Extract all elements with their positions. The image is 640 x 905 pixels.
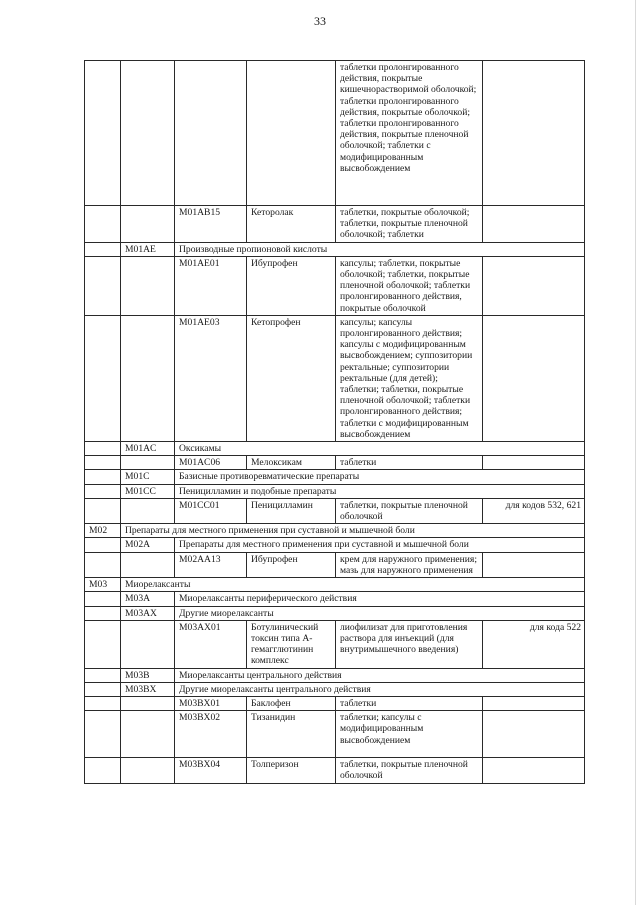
level2-code-cell	[121, 456, 175, 470]
dosage-form-cell: капсулы; таблетки, покрытые оболочкой; таблетки, покрытые пленочной оболочкой; таблетки пролонгированного действия, покрытые оболочкой	[336, 256, 483, 315]
level1-code-cell	[85, 256, 121, 315]
table-row	[85, 620, 585, 668]
dosage-form-cell: таблетки, покрытые пленочной оболочкой	[336, 758, 483, 783]
dosage-form-cell: таблетки; капсулы с модифицированным высвобождением	[336, 711, 483, 758]
level2-code-cell	[121, 315, 175, 441]
table-row	[85, 470, 585, 484]
table-row	[85, 696, 585, 710]
note-cell	[483, 552, 585, 577]
section-name-cell: Миорелаксанты	[121, 578, 585, 592]
drug-name-cell: Кеторолак	[247, 206, 336, 243]
level2-code-cell	[121, 711, 175, 758]
scan-edge-line	[635, 0, 636, 905]
note-cell	[483, 758, 585, 783]
group-name-cell: Базисные противоревматические препараты	[175, 470, 585, 484]
level2-code-cell	[121, 620, 175, 668]
group-name-cell: Пеницилламин и подобные препараты	[175, 484, 585, 498]
dosage-form-cell: крем для наружного применения; мазь для наружного применения	[336, 552, 483, 577]
table-row	[85, 606, 585, 620]
level1-code-cell	[85, 206, 121, 243]
level1-code-cell	[85, 442, 121, 456]
table-row	[85, 538, 585, 552]
drug-name-cell: Тизанидин	[247, 711, 336, 758]
note-cell	[483, 256, 585, 315]
section-name-cell: Препараты для местного применения при суставной и мышечной боли	[121, 524, 585, 538]
group-code-cell: M01AE	[121, 242, 175, 256]
drug-name-cell: Пеницилламин	[247, 498, 336, 523]
table-row	[85, 498, 585, 523]
group-code-cell: M01C	[121, 470, 175, 484]
note-cell: для кода 522	[483, 620, 585, 668]
table-row	[85, 758, 585, 783]
level1-code-cell	[85, 668, 121, 682]
table-row	[85, 524, 585, 538]
table-row	[85, 668, 585, 682]
table-row	[85, 578, 585, 592]
note-cell	[483, 61, 585, 206]
level1-code-cell	[85, 498, 121, 523]
group-code-cell: M03BX	[121, 682, 175, 696]
note-cell: для кодов 532, 621	[483, 498, 585, 523]
drug-table	[84, 60, 585, 784]
table-row	[85, 711, 585, 758]
group-name-cell: Миорелаксанты центрального действия	[175, 668, 585, 682]
level2-code-cell	[121, 61, 175, 206]
level1-code-cell	[85, 315, 121, 441]
level1-code-cell	[85, 552, 121, 577]
level1-code-cell	[85, 682, 121, 696]
dosage-form-cell: таблетки	[336, 696, 483, 710]
group-name-cell: Оксикамы	[175, 442, 585, 456]
group-name-cell: Препараты для местного применения при суставной и мышечной боли	[175, 538, 585, 552]
note-cell	[483, 315, 585, 441]
table-row	[85, 315, 585, 441]
group-code-cell: M01AC	[121, 442, 175, 456]
level2-code-cell	[121, 552, 175, 577]
level1-code-cell	[85, 696, 121, 710]
atc-code-cell: M01AC06	[175, 456, 247, 470]
level1-code-cell	[85, 61, 121, 206]
level1-code-cell	[85, 592, 121, 606]
group-code-cell: M02A	[121, 538, 175, 552]
table-row	[85, 242, 585, 256]
level1-code-cell	[85, 758, 121, 783]
level1-code-cell	[85, 484, 121, 498]
table-row	[85, 552, 585, 577]
drug-name-cell: Ибупрофен	[247, 552, 336, 577]
atc-code-cell: M03BX04	[175, 758, 247, 783]
drug-name-cell: Кетопрофен	[247, 315, 336, 441]
level2-code-cell	[121, 206, 175, 243]
group-name-cell: Миорелаксанты периферического действия	[175, 592, 585, 606]
level1-code-cell	[85, 606, 121, 620]
group-name-cell: Другие миорелаксанты	[175, 606, 585, 620]
drug-name-cell: Баклофен	[247, 696, 336, 710]
atc-code-cell: M02AA13	[175, 552, 247, 577]
dosage-form-cell: таблетки пролонгированного действия, покрытые кишечнорастворимой оболочкой; таблетки пролонгированного действия, покрытые оболочкой; таблетки пролонгированного действия, покрытые пленочной оболочкой; таблетки с модифицированным высвобождением	[336, 61, 483, 206]
level1-code-cell	[85, 470, 121, 484]
level2-code-cell	[121, 498, 175, 523]
group-code-cell: M03B	[121, 668, 175, 682]
atc-code-cell: M01CC01	[175, 498, 247, 523]
section-code-cell: M02	[85, 524, 121, 538]
table-row	[85, 206, 585, 243]
dosage-form-cell: таблетки, покрытые оболочкой; таблетки, покрытые пленочной оболочкой; таблетки	[336, 206, 483, 243]
atc-code-cell: M01AB15	[175, 206, 247, 243]
atc-code-cell	[175, 61, 247, 206]
table-row	[85, 456, 585, 470]
drug-name-cell: Ибупрофен	[247, 256, 336, 315]
group-code-cell: M01CC	[121, 484, 175, 498]
level1-code-cell	[85, 538, 121, 552]
atc-code-cell: M01AE01	[175, 256, 247, 315]
atc-code-cell: M03BX02	[175, 711, 247, 758]
group-code-cell: M03A	[121, 592, 175, 606]
table-row	[85, 442, 585, 456]
dosage-form-cell: таблетки	[336, 456, 483, 470]
level2-code-cell	[121, 696, 175, 710]
note-cell	[483, 711, 585, 758]
table-row	[85, 256, 585, 315]
level1-code-cell	[85, 711, 121, 758]
table-row	[85, 682, 585, 696]
group-name-cell: Производные пропионовой кислоты	[175, 242, 585, 256]
group-code-cell: M03AX	[121, 606, 175, 620]
atc-code-cell: M01AE03	[175, 315, 247, 441]
dosage-form-cell: капсулы; капсулы пролонгированного действия; капсулы с модифицированным высвобождением; суппозитории ректальные; суппозитории ректальные (для детей); таблетки; таблетки, покрытые пленочной оболочкой; таблетки пролонгированного действия; таблетки с модифицированным высвобождением	[336, 315, 483, 441]
level1-code-cell	[85, 620, 121, 668]
dosage-form-cell: лиофилизат для приготовления раствора для инъекций (для внутримышечного введения)	[336, 620, 483, 668]
drug-name-cell: Толперизон	[247, 758, 336, 783]
note-cell	[483, 696, 585, 710]
table-row	[85, 592, 585, 606]
drug-name-cell	[247, 61, 336, 206]
table-row	[85, 484, 585, 498]
level1-code-cell	[85, 456, 121, 470]
note-cell	[483, 206, 585, 243]
level2-code-cell	[121, 758, 175, 783]
dosage-form-cell: таблетки, покрытые пленочной оболочкой	[336, 498, 483, 523]
note-cell	[483, 456, 585, 470]
drug-name-cell: Ботулинический токсин типа А-гемагглютинин комплекс	[247, 620, 336, 668]
level2-code-cell	[121, 256, 175, 315]
drug-name-cell: Мелоксикам	[247, 456, 336, 470]
section-code-cell: M03	[85, 578, 121, 592]
page-number: 33	[314, 14, 326, 28]
table-row	[85, 61, 585, 206]
atc-code-cell: M03AX01	[175, 620, 247, 668]
level1-code-cell	[85, 242, 121, 256]
atc-code-cell: M03BX01	[175, 696, 247, 710]
group-name-cell: Другие миорелаксанты центрального действия	[175, 682, 585, 696]
